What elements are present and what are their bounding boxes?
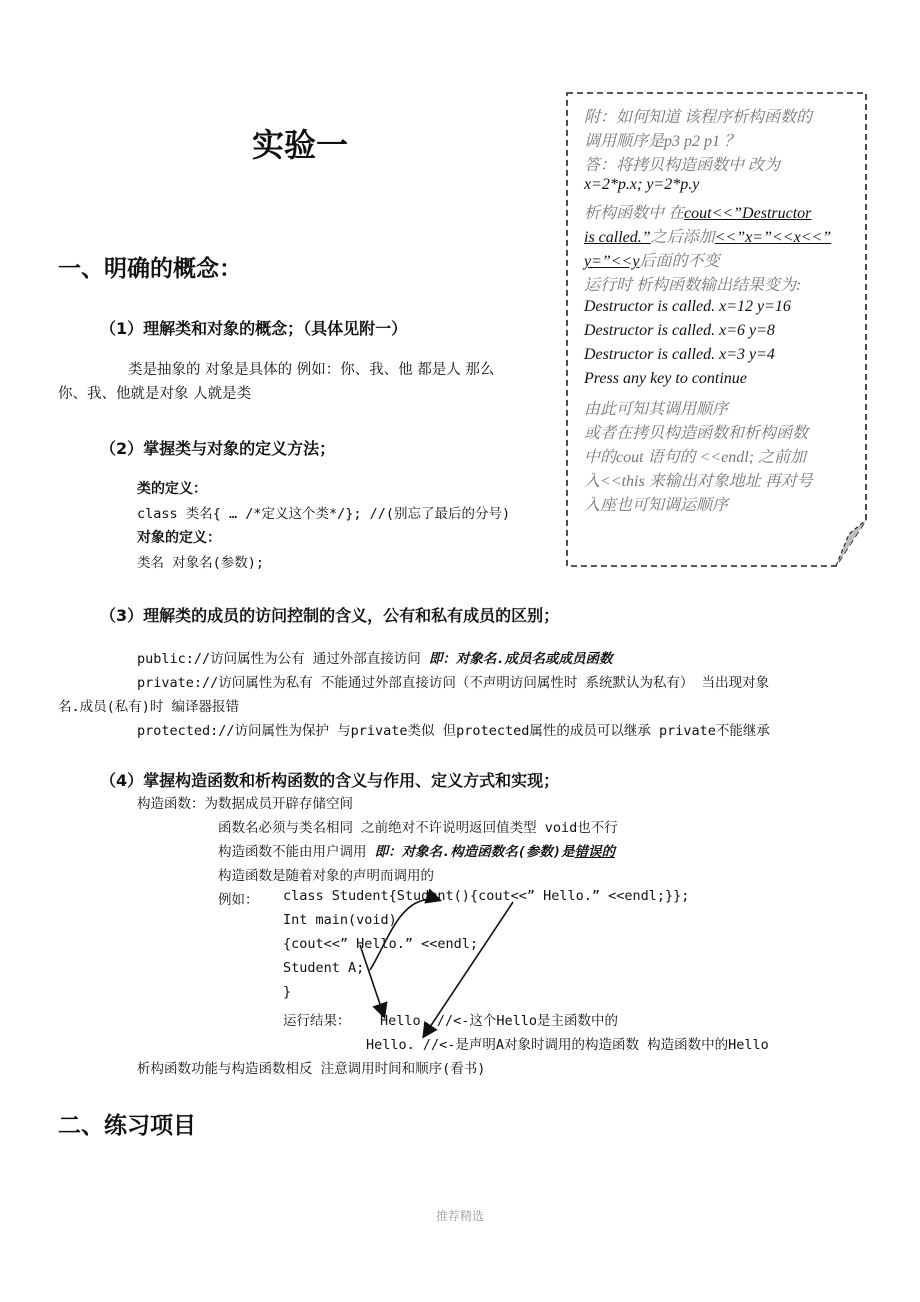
note-answer-2: x=2*p.x; y=2*p.y bbox=[584, 176, 700, 193]
ctor-label: 构造函数：为数据成员开辟存储空间 bbox=[137, 796, 353, 812]
object-def-code: 类名 对象名(参数); bbox=[137, 555, 265, 571]
note-question-2: 调用顺序是p3 p2 p1 ？ bbox=[584, 133, 741, 150]
note-answer-5-code: y=”<<y bbox=[584, 253, 640, 270]
note-conclusion-1: 由此可知其调用顺序 bbox=[584, 401, 729, 418]
arrow-cout-to-result bbox=[360, 945, 384, 1016]
note-conclusion-4: 入<<this 来输出对象地址 再对号 bbox=[584, 473, 813, 490]
section-heading-exercises: 二、练习项目 bbox=[58, 1113, 196, 1139]
example-label: 例如： bbox=[218, 892, 259, 908]
note-conclusion-5: 入座也可知调运顺序 bbox=[584, 497, 729, 514]
note-answer-5 bbox=[584, 248, 720, 271]
arrow-ctor-to-result bbox=[424, 902, 513, 1036]
arrow-main-to-hello bbox=[370, 899, 439, 970]
ctor-rule3: 构造函数是随着对象的声明而调用的 bbox=[218, 868, 434, 884]
note-answer-1: 答：将拷贝构造函数中 改为 bbox=[584, 157, 781, 174]
note-answer-3 bbox=[584, 200, 811, 223]
class-def-code: class 类名{ … /*定义这个类*/}; //(别忘了最后的分号) bbox=[137, 506, 511, 522]
item2-heading: （2）掌握类与对象的定义方法； bbox=[100, 439, 336, 458]
item1-heading: （1）理解类和对象的概念；（具体见附一） bbox=[100, 319, 408, 338]
class-def-label: 类的定义： bbox=[137, 481, 207, 497]
note-answer-5-suffix: 后面的不变 bbox=[639, 253, 720, 270]
result-line-1: Hello. //<-这个Hello是主函数中的 bbox=[380, 1013, 619, 1029]
ctor-rule1: 函数名必须与类名相同 之前绝对不许说明返回值类型 void也不行 bbox=[218, 820, 618, 836]
note-output-3: Destructor is called. x=3 y=4 bbox=[584, 346, 775, 363]
note-conclusion-2: 或者在拷贝构造函数和析构函数 bbox=[584, 425, 809, 442]
result-label: 运行结果： bbox=[283, 1013, 351, 1029]
protected-line: protected://访问属性为保护 与private类似 但protected属性的成员可以继承 private不能继承 bbox=[137, 723, 770, 739]
ctor-rule2-emphasis: 即：对象名.构造函数名(参数) bbox=[374, 844, 562, 860]
note-answer-6: 运行时 析构函数输出结果变为: bbox=[584, 277, 802, 294]
object-def-label: 对象的定义： bbox=[137, 530, 221, 546]
code-line-4: Student A; bbox=[283, 960, 365, 976]
note-conclusion-3: 中的cout 语句的 <<endl; 之前加 bbox=[584, 449, 807, 466]
page-title: 实验一 bbox=[252, 126, 349, 164]
code-line-1: class Student{Student(){cout<<” Hello.” <<endl;}}; bbox=[283, 888, 690, 904]
note-question-1: 附：如何知道 该程序析构函数的 bbox=[584, 109, 813, 126]
note-answer-3-code: cout<<”Destructor bbox=[684, 205, 812, 222]
code-line-2: Int main(void) bbox=[283, 912, 397, 928]
code-line-3: {cout<<” Hello.” <<endl; bbox=[283, 936, 479, 952]
ctor-rule2-prefix: 构造函数不能由用户调用 bbox=[218, 844, 375, 860]
public-emphasis: 即：对象名.成员名或成员函数 bbox=[428, 651, 613, 667]
page-footer: 推荐精选 bbox=[435, 1209, 484, 1223]
private-line2: 名.成员(私有)时 编译器报错 bbox=[58, 699, 240, 715]
result-line-2: Hello. //<-是声明A对象时调用的构造函数 构造函数中的Hello bbox=[366, 1037, 769, 1053]
ctor-rule2-wrong: 错误的 bbox=[574, 844, 616, 860]
private-line1: private://访问属性为私有 不能通过外部直接访问（不声明访问属性时 系统默认为私有） 当出现对象 bbox=[137, 675, 770, 691]
destructor-line: 析构函数功能与构造函数相反 注意调用时间和顺序(看书) bbox=[137, 1061, 486, 1077]
item3-heading: （3）理解类的成员的访问控制的含义，公有和私有成员的区别； bbox=[100, 606, 560, 625]
note-output-4: Press any key to continue bbox=[584, 370, 747, 387]
note-output-1: Destructor is called. x=12 y=16 bbox=[584, 298, 791, 315]
note-answer-4-code2: <<”x=”<<x<<” bbox=[714, 229, 832, 246]
note-answer-4-code: is called.” bbox=[584, 229, 651, 246]
note-answer-4-mid: 之后添加 bbox=[650, 229, 715, 246]
item1-line1: 类是抽象的 对象是具体的 例如：你、我、他 都是人 那么 bbox=[128, 362, 495, 378]
note-answer-3-prefix: 析构函数中 在 bbox=[584, 205, 685, 222]
item4-heading: （4）掌握构造函数和析构函数的含义与作用、定义方式和实现； bbox=[100, 771, 560, 790]
note-output-2: Destructor is called. x=6 y=8 bbox=[584, 322, 775, 339]
item1-line2: 你、我、他就是对象 人就是类 bbox=[58, 386, 252, 402]
code-line-5: } bbox=[283, 984, 292, 1000]
note-answer-4 bbox=[584, 224, 831, 247]
section-heading-concepts: 一、明确的概念： bbox=[58, 256, 242, 282]
ctor-rule2-is: 是 bbox=[561, 844, 575, 860]
public-text: public://访问属性为公有 通过外部直接访问 bbox=[137, 651, 429, 667]
